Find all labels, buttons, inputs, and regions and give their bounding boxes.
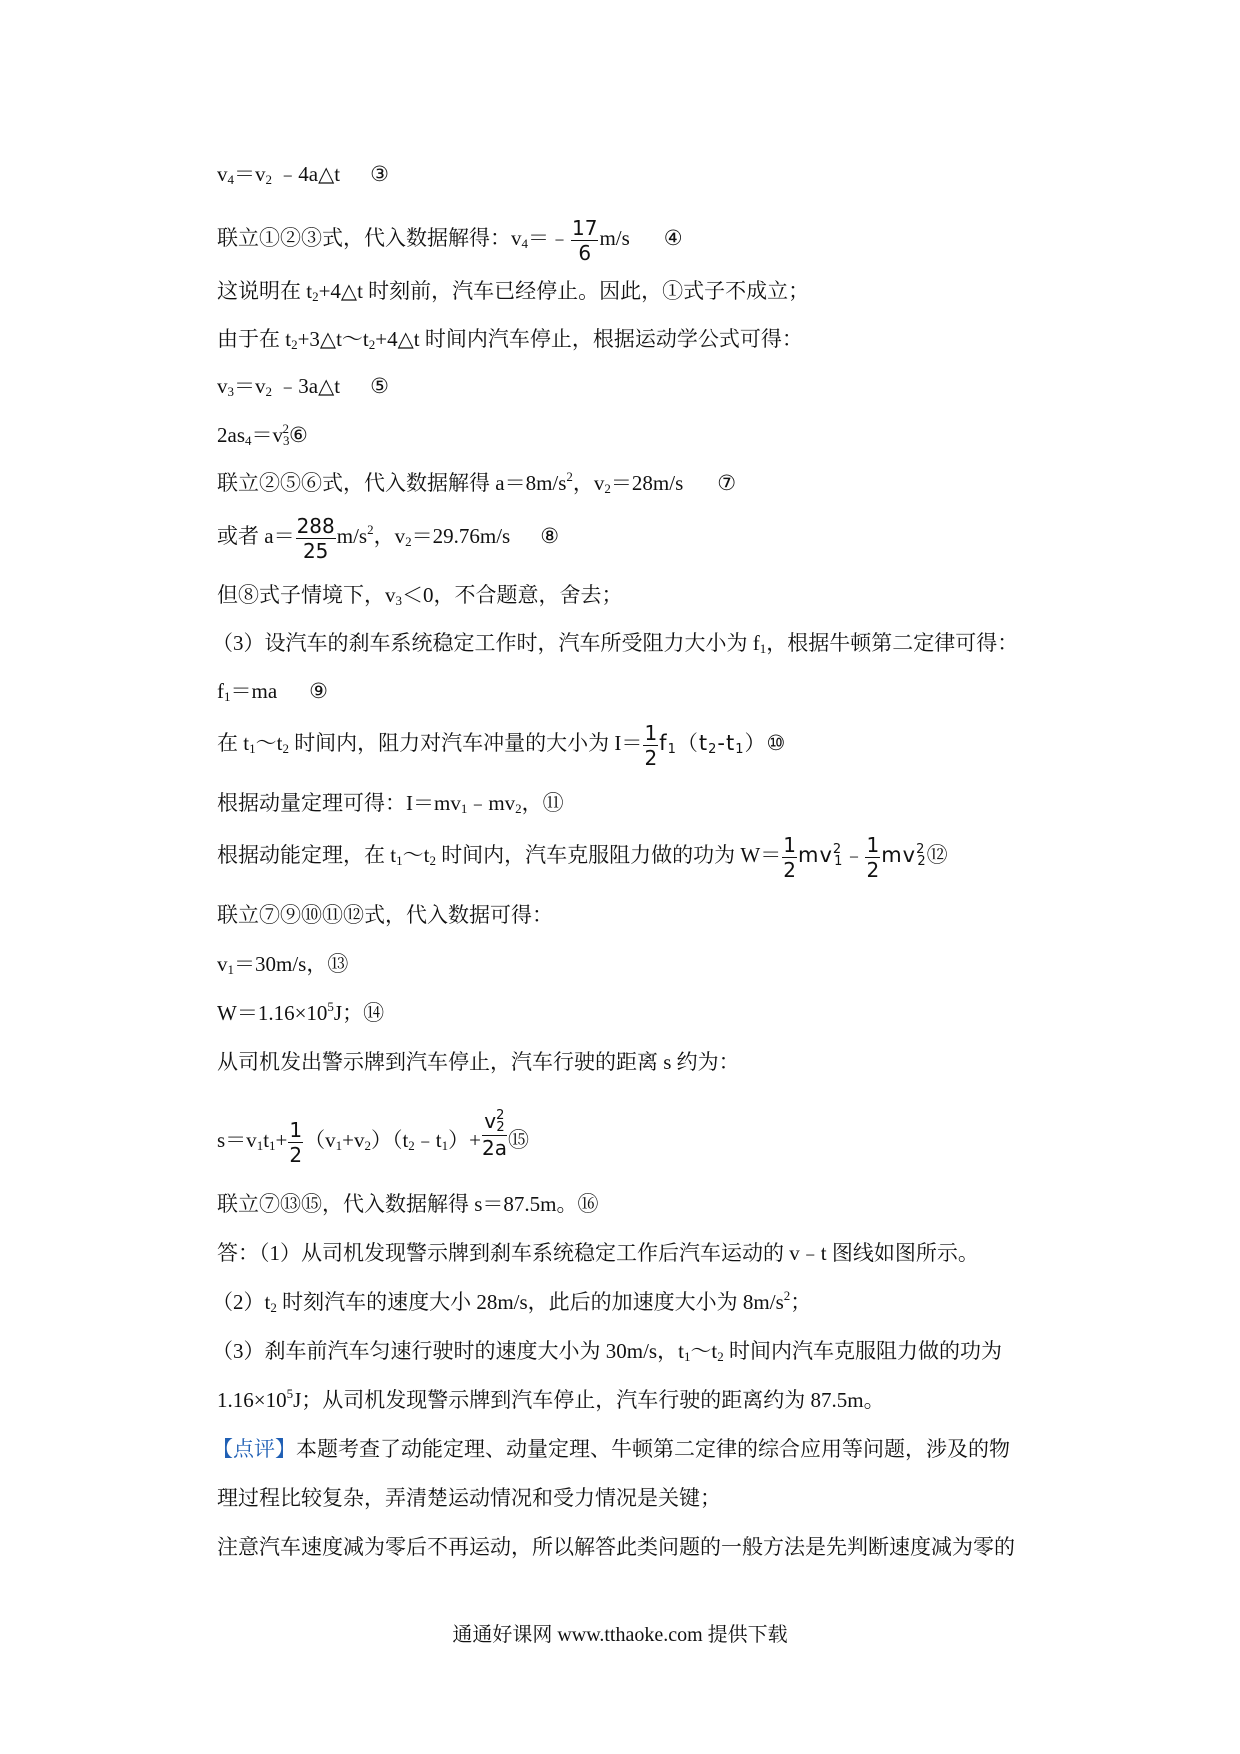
text-line: 但⑧式子情境下，$v_3<0$，不合题意，舍去； bbox=[217, 583, 623, 608]
eq-work: 根据动能定理，在 $t_1\sim t_2$ 时间内，汽车克服阻力做的功为 W＝ $\frac{1}{2}$ $mv^2_1﹣$ $\frac{1}{2}$ $mv^2_2⑫$ bbox=[217, 832, 948, 882]
answer-2: $(2)t_2$ 时刻汽车的速度大小 28m/s，此后的加速度大小为 $8m/s^2$； bbox=[212, 1288, 812, 1315]
answer-3-cont: $1.16\times 10^5J$；从司机发现警示牌到汽车停止，汽车行驶的距离约为 87.5m。 bbox=[217, 1386, 885, 1412]
fraction: $\frac{1}{2}$ bbox=[289, 1117, 303, 1167]
eq-alt-a: 或者 a＝ $\frac{288}{25}$ $m/s^2$，$v_2=29.76m/s$ ⑧ bbox=[217, 513, 560, 563]
fraction: $\frac{17}{6}$ bbox=[572, 215, 598, 265]
eq-f1: $f_1=ma$ ⑨ bbox=[217, 679, 328, 704]
text-line: 由于在 $t_2+3\triangle t\sim t_2+4\triangle t$ 时间内汽车停止，根据运动学公式可得： bbox=[217, 327, 803, 352]
eq-impulse: 在 $t_1\sim t_2$ 时间内，阻力对汽车冲量的大小为 I＝ $\frac{1}{2}$ $f_1(t_2-t_1)⑩$ bbox=[217, 720, 786, 770]
page-footer: 通通好课网 www.tthaoke.com 提供下载 bbox=[452, 1624, 788, 1646]
text-line: （3）设汽车的刹车系统稳定工作时，汽车所受阻力大小为 $f_1$，根据牛顿第二定律可得： bbox=[212, 631, 1019, 656]
comment-line: 理过程比较复杂，弄清楚运动情况和受力情况是关键； bbox=[217, 1486, 721, 1510]
eq-v1: $v_1=30m/s$，⑬ bbox=[217, 952, 349, 977]
eq-a-v2: 联立②⑤⑥式，代入数据解得 $a=8m/s^2$，$v_2=28m/s$ ⑦ bbox=[217, 469, 737, 496]
fraction: $\frac{288}{25}$ bbox=[296, 513, 335, 563]
text-line: 联立⑦⑬⑮，代入数据解得 s＝87.5m。⑯ bbox=[217, 1192, 599, 1216]
comment-line: 注意汽车速度减为零后不再运动，所以解答此类问题的一般方法是先判断速度减为零的 bbox=[217, 1535, 1015, 1559]
eq-v4: $v_4=v_2$ ﹣4a△t ③ bbox=[217, 162, 389, 187]
answer-3: （3）刹车前汽车匀速行驶时的速度大小为 30m/s，$t_1\sim t_2$ 时间内汽车克服阻力做的功为 bbox=[212, 1339, 1003, 1364]
fraction: $\frac{1}{2}$ bbox=[783, 832, 796, 882]
answer-1: 答：（1）从司机发现警示牌到刹车系统稳定工作后汽车运动的 v﹣t 图线如图所示。 bbox=[217, 1241, 979, 1265]
fraction: $\frac{1}{2}$ bbox=[644, 720, 658, 770]
fraction: $\frac{1}{2}$ bbox=[866, 832, 880, 882]
eq-w: $W=1.16\times 10^5J$；⑭ bbox=[217, 999, 385, 1025]
eq-v4-result: 联立①②③式，代入数据解得：$v_4=﹣$ $\frac{17}{6}$ m/s ④ bbox=[217, 215, 683, 265]
eq-2as4: $2as_4=v_3^2⑥$ bbox=[217, 421, 308, 448]
text-line: 这说明在 $t_2+4\triangle t$ 时刻前，汽车已经停止。因此，①式子不成立； bbox=[217, 279, 810, 304]
comment-line: 【点评】本题考查了动能定理、动量定理、牛顿第二定律的综合应用等问题，涉及的物 bbox=[212, 1437, 1010, 1461]
fraction: $\frac{v^2_2}{2a}$ bbox=[481, 1108, 507, 1160]
eq-v3: $v_3=v_2$ ﹣3a△t ⑤ bbox=[217, 374, 389, 399]
eq-momentum: 根据动量定理可得：$I=mv_1﹣mv_2$，⑪ bbox=[217, 791, 564, 816]
text-line: 从司机发出警示牌到汽车停止，汽车行驶的距离 s 约为： bbox=[217, 1050, 740, 1074]
comment-label: 【点评】 bbox=[212, 1437, 296, 1461]
eq-distance: $s=v_1t_1+$ $\frac{1}{2}$ $(v_1+v_2)(t_2﹣t_1)+$ $\frac{v^2_2}{2a}$ ⑮ bbox=[217, 1108, 529, 1167]
text-line: 联立⑦⑨⑩⑪⑫式，代入数据可得： bbox=[217, 903, 553, 927]
